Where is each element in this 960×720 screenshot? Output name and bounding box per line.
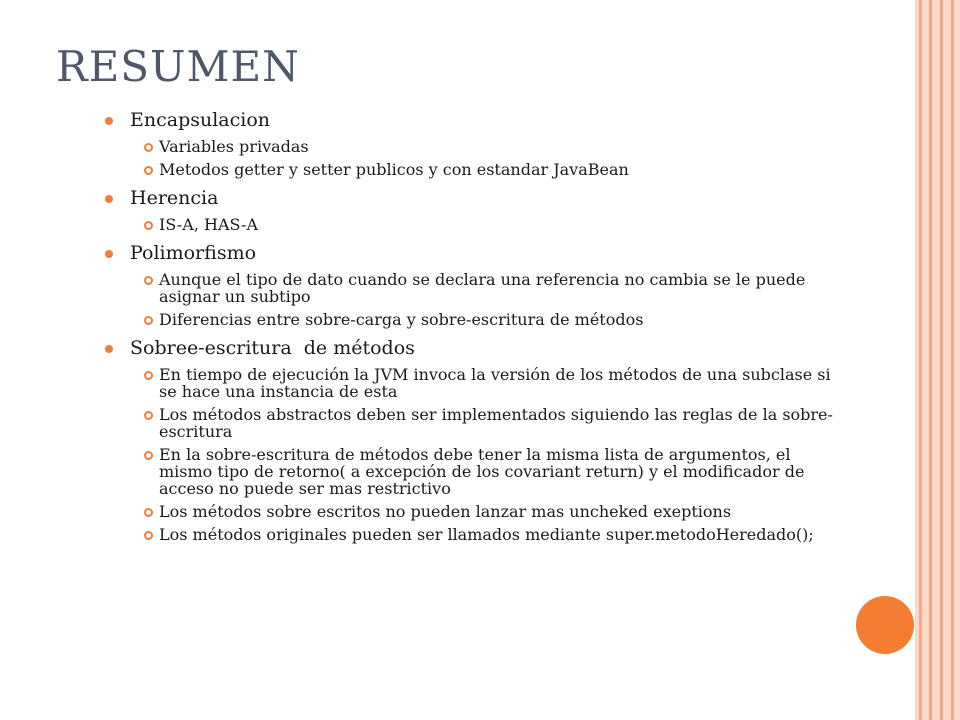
bullet-herencia — [105, 186, 845, 210]
sub-bullet — [105, 161, 845, 178]
sub-bullet — [105, 526, 845, 543]
decorative-side-stripes — [915, 0, 960, 720]
sub-bullet-text: Los métodos sobre escritos no pueden lanzar mas uncheked exeptions — [159, 502, 732, 521]
sub-bullet — [105, 216, 845, 233]
sub-bullet — [105, 406, 845, 440]
bullet-text: Herencia — [130, 187, 219, 209]
bullet-dot-icon — [105, 117, 113, 125]
sub-bullet-text: Diferencias entre sobre-carga y sobre-escritura de métodos — [159, 310, 644, 329]
bullet-text: Sobree-escritura de métodos — [130, 337, 415, 359]
sub-bullet-ring-icon — [144, 371, 153, 380]
sub-bullet-ring-icon — [144, 531, 153, 540]
bullet-sobree-escritura — [105, 336, 845, 360]
slide-title: RESUMEN — [56, 42, 300, 91]
sub-bullet — [105, 311, 845, 328]
sub-bullet-ring-icon — [144, 276, 153, 285]
sub-bullet-text: En tiempo de ejecución la JVM invoca la versión de los métodos de una subclase si se hace una instancia de esta — [159, 365, 831, 401]
sub-bullet — [105, 503, 845, 520]
decorative-orange-circle — [856, 596, 914, 654]
bullet-polimorfismo — [105, 241, 845, 265]
sub-bullet — [105, 366, 845, 400]
sub-bullet-ring-icon — [144, 221, 153, 230]
bullet-encapsulacion — [105, 108, 845, 132]
sub-bullet-text: En la sobre-escritura de métodos debe tener la misma lista de argumentos, el mismo tipo de retorno( a excepción de los covariant return) y el modificador de acceso no puede ser mas restrictivo — [159, 445, 805, 498]
sub-bullet — [105, 271, 845, 305]
sub-bullet-text: IS-A, HAS-A — [159, 215, 259, 234]
sub-bullet-ring-icon — [144, 143, 153, 152]
bullet-list — [105, 108, 845, 543]
sub-bullet — [105, 446, 845, 497]
sub-bullet-text: Los métodos originales pueden ser llamados mediante super.metodoHeredado(); — [159, 525, 814, 544]
sub-bullet-ring-icon — [144, 451, 153, 460]
bullet-dot-icon — [105, 250, 113, 258]
sub-bullet-text: Los métodos abstractos deben ser implementados siguiendo las reglas de la sobre-escritura — [159, 405, 833, 441]
sub-bullet-ring-icon — [144, 316, 153, 325]
sub-bullet-ring-icon — [144, 411, 153, 420]
sub-bullet — [105, 138, 845, 155]
bullet-text: Polimorfismo — [130, 242, 257, 264]
sub-bullet-ring-icon — [144, 508, 153, 517]
bullet-dot-icon — [105, 345, 113, 353]
sub-bullet-text: Aunque el tipo de dato cuando se declara una referencia no cambia se le puede asignar un subtipo — [159, 270, 806, 306]
bullet-dot-icon — [105, 195, 113, 203]
sub-bullet-ring-icon — [144, 166, 153, 175]
bullet-text: Encapsulacion — [130, 109, 271, 131]
sub-bullet-text: Variables privadas — [159, 137, 309, 156]
sub-bullet-text: Metodos getter y setter publicos y con estandar JavaBean — [159, 160, 629, 179]
